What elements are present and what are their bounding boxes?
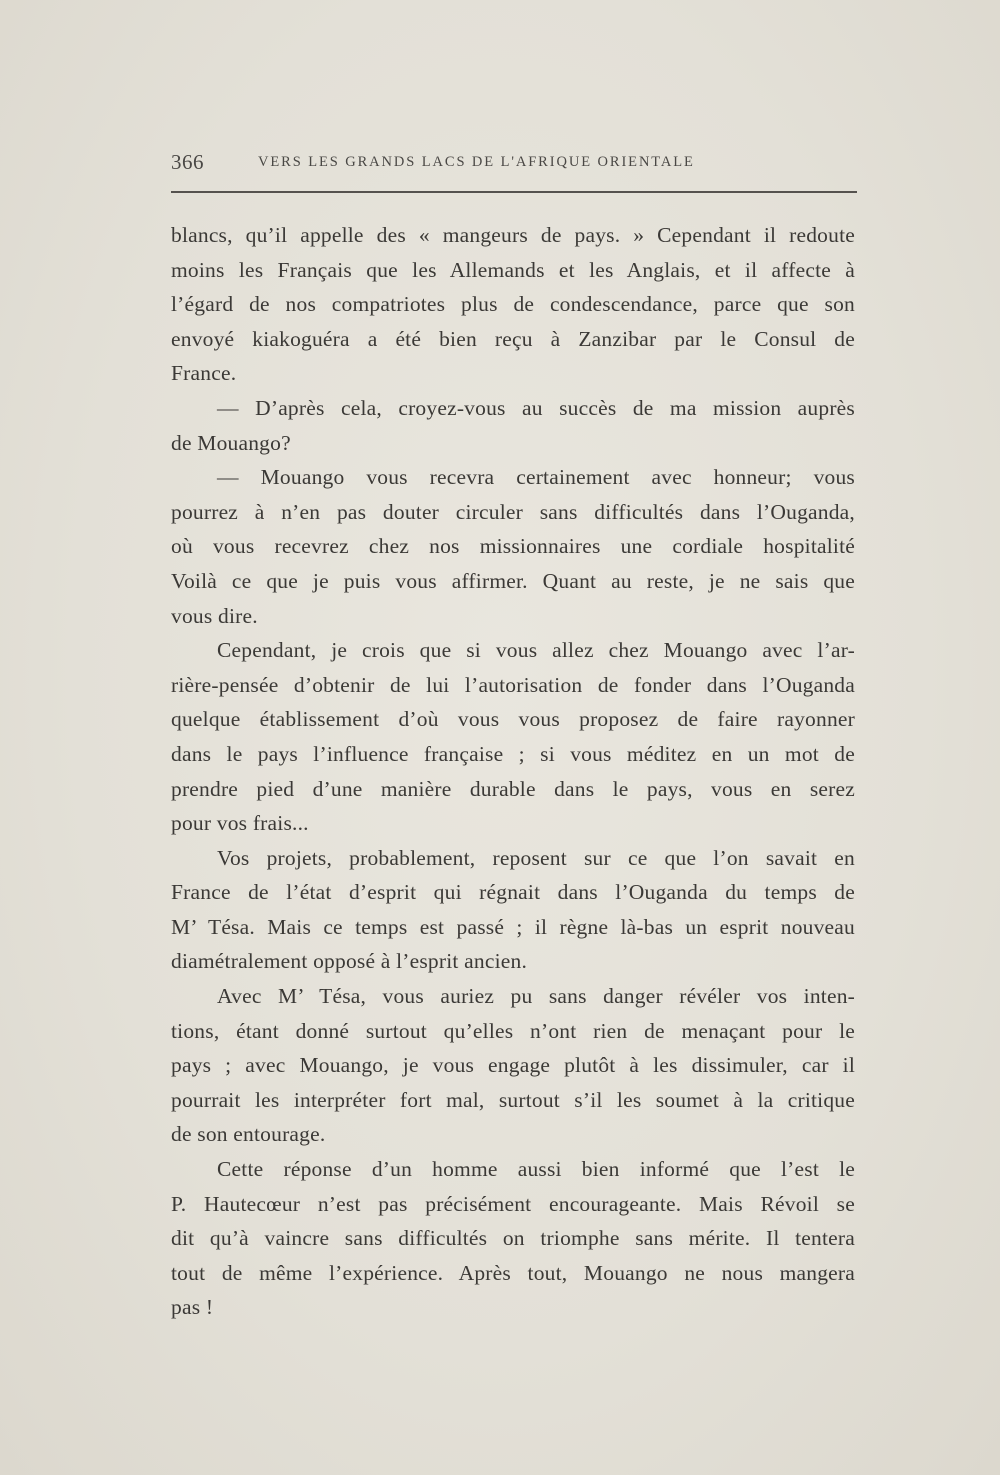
text-line: tions, étant donné surtout qu’elles n’ont rien de menaçant pour le <box>171 1018 855 1043</box>
text-line: pas ! <box>171 1295 214 1320</box>
text-line: tout de même l’expérience. Après tout, Mouango ne nous mangera <box>171 1260 855 1285</box>
text-line: rière-pensée d’obtenir de lui l’autorisation de fonder dans l’Ouganda <box>171 672 855 697</box>
text-line: l’égard de nos compatriotes plus de condescendance, parce que son <box>171 292 855 317</box>
text-line: moins les Français que les Allemands et les Anglais, et il affecte à <box>171 257 855 282</box>
text-line: M’ Tésa. Mais ce temps est passé ; il règne là-bas un esprit nouveau <box>171 914 855 939</box>
running-head <box>171 150 857 180</box>
text-line: pourrez à n’en pas douter circuler sans difficultés dans l’Ouganda, <box>171 499 855 524</box>
text-line: France. <box>171 361 237 386</box>
text-line: blancs, qu’il appelle des « mangeurs de pays. » Cependant il redoute <box>171 223 855 247</box>
text-line: envoyé kiakoguéra a été bien reçu à Zanzibar par le Consul de <box>171 326 855 351</box>
text-line: P. Hautecœur n’est pas précisément encourageante. Mais Révoil se <box>171 1191 855 1216</box>
body-text <box>171 218 855 1325</box>
text-line: pour vos frais... <box>171 811 309 836</box>
text-line: pourrait les interpréter fort mal, surtout s’il les soumet à la critique <box>171 1087 855 1112</box>
text-line: — D’après cela, croyez-vous au succès de ma mission auprès <box>217 395 855 420</box>
text-line: vous dire. <box>171 603 258 628</box>
text-line: dans le pays l’influence française ; si vous méditez en un mot de <box>171 741 855 766</box>
text-line: diamétralement opposé à l’esprit ancien. <box>171 949 528 974</box>
text-line: pays ; avec Mouango, je vous engage plutôt à les dissimuler, car il <box>171 1053 855 1078</box>
text-line: France de l’état d’esprit qui régnait dans l’Ouganda du temps de <box>171 880 855 905</box>
text-line: Avec M’ Tésa, vous auriez pu sans danger révéler vos inten- <box>217 984 855 1009</box>
text-line: Cette réponse d’un homme aussi bien informé que l’est le <box>217 1157 855 1182</box>
running-title: VERS LES GRANDS LACS DE L'AFRIQUE ORIENTALE <box>258 154 695 170</box>
text-line: Vos projets, probablement, reposent sur ce que l’on savait en <box>217 845 855 870</box>
text-line: prendre pied d’une manière durable dans le pays, vous en serez <box>171 776 855 801</box>
text-line: de Mouango? <box>171 430 291 455</box>
text-line: Voilà ce que je puis vous affirmer. Quant au reste, je ne sais que <box>171 568 855 593</box>
header-rule <box>171 191 857 193</box>
text-line: — Mouango vous recevra certainement avec honneur; vous <box>217 465 855 490</box>
text-line: de son entourage. <box>171 1122 326 1147</box>
text-line: Cependant, je crois que si vous allez chez Mouango avec l’ar- <box>217 638 855 663</box>
text-line: dit qu’à vaincre sans difficultés on triomphe sans mérite. Il tentera <box>171 1226 855 1251</box>
page-number: 366 <box>171 150 204 174</box>
text-line: où vous recevrez chez nos missionnaires une cordiale hospitalité <box>171 534 855 559</box>
text-line: quelque établissement d’où vous vous proposez de faire rayonner <box>171 707 855 732</box>
